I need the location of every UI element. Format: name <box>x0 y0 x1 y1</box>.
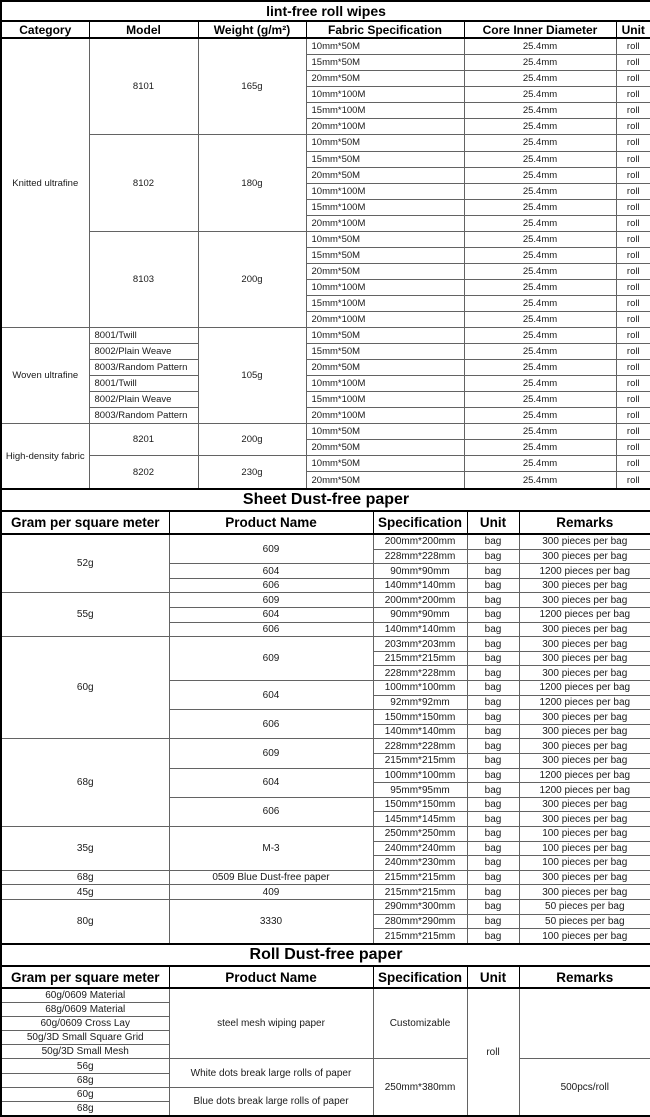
table-row <box>1 424 650 440</box>
table-cell: bag <box>467 681 519 696</box>
table-cell: 215mm*215mm <box>373 870 467 885</box>
table-cell: 15mm*100M <box>306 103 464 119</box>
table-cell: 50 pieces per bag <box>519 899 650 914</box>
table-cell: 8003/Random Pattern <box>89 360 198 376</box>
table-row <box>1 988 650 1003</box>
table-cell: roll <box>616 103 650 119</box>
table-cell: bag <box>467 783 519 798</box>
table-cell: roll <box>616 135 650 151</box>
table-row <box>1 408 650 424</box>
table-cell: roll <box>616 167 650 183</box>
table-cell: 10mm*100M <box>306 183 464 199</box>
table-cell: roll <box>616 263 650 279</box>
table-cell: White dots break large rolls of paper <box>169 1059 373 1087</box>
table-cell: 25.4mm <box>464 231 616 247</box>
table-cell: roll <box>616 392 650 408</box>
table-cell: 15mm*100M <box>306 199 464 215</box>
table-cell: roll <box>616 295 650 311</box>
table-cell: 409 <box>169 885 373 900</box>
table-cell: 300 pieces per bag <box>519 578 650 593</box>
table-cell: 8102 <box>89 135 198 231</box>
table-cell: 215mm*215mm <box>373 885 467 900</box>
table-cell: 20mm*100M <box>306 408 464 424</box>
table-cell: 300 pieces per bag <box>519 739 650 754</box>
table-cell: 25.4mm <box>464 344 616 360</box>
table-cell: 20mm*50M <box>306 263 464 279</box>
table-cell: 300 pieces per bag <box>519 534 650 549</box>
table-cell: 100 pieces per bag <box>519 826 650 841</box>
table-cell: 0509 Blue Dust-free paper <box>169 870 373 885</box>
table-cell: roll <box>616 247 650 263</box>
table-cell: 25.4mm <box>464 408 616 424</box>
table-cell: 500pcs/roll <box>519 1059 650 1116</box>
table-cell: bag <box>467 593 519 608</box>
table-cell: 300 pieces per bag <box>519 754 650 769</box>
table-row <box>1 328 650 344</box>
column-header-row <box>1 21 650 38</box>
column-header: Weight (g/m²) <box>198 21 306 38</box>
table-cell: 60g/0609 Cross Lay <box>1 1017 169 1031</box>
table-cell: 300 pieces per bag <box>519 724 650 739</box>
table-cell: 8101 <box>89 38 198 135</box>
table-cell: 55g <box>1 593 169 637</box>
table-cell: 100mm*100mm <box>373 681 467 696</box>
table-cell: 68g <box>1 870 169 885</box>
table-cell: bag <box>467 695 519 710</box>
table-row <box>1 135 650 151</box>
table-row <box>1 870 650 885</box>
table-cell: 100 pieces per bag <box>519 929 650 944</box>
table-cell: 20mm*100M <box>306 311 464 327</box>
table-cell: 25.4mm <box>464 71 616 87</box>
table-cell: 60g <box>1 1087 169 1101</box>
table-cell: roll <box>616 231 650 247</box>
table-cell: 300 pieces per bag <box>519 885 650 900</box>
table-cell: 25.4mm <box>464 424 616 440</box>
table-cell: bag <box>467 578 519 593</box>
table-cell: 8103 <box>89 231 198 327</box>
table-cell: 25.4mm <box>464 376 616 392</box>
table-row <box>1 637 650 652</box>
table-cell: Knitted ultrafine <box>1 38 89 328</box>
table-cell: bag <box>467 651 519 666</box>
column-header: Gram per square meter <box>1 966 169 988</box>
table-cell: bag <box>467 710 519 725</box>
table-cell: 609 <box>169 739 373 768</box>
table-cell: Blue dots break large rolls of paper <box>169 1087 373 1116</box>
table-cell: bag <box>467 885 519 900</box>
table-cell: 300 pieces per bag <box>519 637 650 652</box>
table-row <box>1 231 650 247</box>
table-cell: roll <box>616 38 650 55</box>
table-cell: 150mm*150mm <box>373 710 467 725</box>
table-cell: 25.4mm <box>464 87 616 103</box>
table-cell: 60g <box>1 637 169 739</box>
table-cell: 604 <box>169 564 373 579</box>
table-cell: 25.4mm <box>464 215 616 231</box>
column-header: Product Name <box>169 966 373 988</box>
table-cell: 95mm*95mm <box>373 783 467 798</box>
column-header-row <box>1 511 650 534</box>
table-cell: 165g <box>198 38 306 135</box>
table-cell: 200mm*200mm <box>373 593 467 608</box>
table-cell: bag <box>467 724 519 739</box>
table-cell: 300 pieces per bag <box>519 549 650 564</box>
table-cell: bag <box>467 564 519 579</box>
table-cell: bag <box>467 914 519 929</box>
table-cell: 180g <box>198 135 306 231</box>
column-header: Unit <box>467 511 519 534</box>
table-cell: roll <box>616 215 650 231</box>
table-cell: bag <box>467 870 519 885</box>
table-cell: 35g <box>1 826 169 870</box>
table-cell: 300 pieces per bag <box>519 797 650 812</box>
table-cell: 68g/0609 Material <box>1 1003 169 1017</box>
column-header: Category <box>1 21 89 38</box>
column-header: Gram per square meter <box>1 511 169 534</box>
table-cell: 10mm*50M <box>306 135 464 151</box>
table-cell: 68g <box>1 1101 169 1116</box>
table-row <box>1 38 650 55</box>
table-cell: 10mm*50M <box>306 424 464 440</box>
table-cell: 90mm*90mm <box>373 564 467 579</box>
table-cell: 15mm*50M <box>306 151 464 167</box>
table-cell: 604 <box>169 608 373 623</box>
table-cell: 8201 <box>89 424 198 456</box>
section-title: Sheet Dust-free paper <box>1 489 650 511</box>
column-header: Unit <box>467 966 519 988</box>
table-cell: 8002/Plain Weave <box>89 344 198 360</box>
table-cell: roll <box>616 279 650 295</box>
table-cell: 68g <box>1 1073 169 1087</box>
table-cell: 25.4mm <box>464 311 616 327</box>
table-cell: 604 <box>169 681 373 710</box>
table-cell: 10mm*100M <box>306 87 464 103</box>
table-cell: 8001/Twill <box>89 328 198 344</box>
section-title-row <box>1 489 650 511</box>
table-cell: 606 <box>169 797 373 826</box>
table-cell: 250mm*380mm <box>373 1059 467 1116</box>
table-cell: roll <box>616 424 650 440</box>
table-cell: 290mm*300mm <box>373 899 467 914</box>
table-cell: 60g/0609 Material <box>1 988 169 1003</box>
table-cell: 10mm*50M <box>306 456 464 472</box>
table-cell: 3330 <box>169 899 373 944</box>
table-row <box>1 392 650 408</box>
table-cell: 50g/3D Small Mesh <box>1 1045 169 1059</box>
table-cell: roll <box>616 199 650 215</box>
table-cell: 20mm*50M <box>306 71 464 87</box>
table-cell: 25.4mm <box>464 151 616 167</box>
table-cell: 50 pieces per bag <box>519 914 650 929</box>
table-cell: 25.4mm <box>464 360 616 376</box>
table-cell: 25.4mm <box>464 263 616 279</box>
table-cell: 25.4mm <box>464 183 616 199</box>
table-cell: bag <box>467 622 519 637</box>
table-cell: roll <box>616 456 650 472</box>
table-cell: roll <box>616 87 650 103</box>
table-cell: 300 pieces per bag <box>519 622 650 637</box>
table-cell: 25.4mm <box>464 472 616 489</box>
table-sheet-dust-free-paper <box>0 488 650 945</box>
section-title: lint-free roll wipes <box>1 1 650 21</box>
table-row <box>1 885 650 900</box>
table-cell: roll <box>616 440 650 456</box>
table-cell: 1200 pieces per bag <box>519 608 650 623</box>
column-header: Fabric Specification <box>306 21 464 38</box>
table-cell: 25.4mm <box>464 440 616 456</box>
table-row <box>1 534 650 549</box>
table-cell: 140mm*140mm <box>373 578 467 593</box>
table-cell: 606 <box>169 710 373 739</box>
table-cell: bag <box>467 812 519 827</box>
table-cell: 10mm*50M <box>306 38 464 55</box>
table-cell: bag <box>467 666 519 681</box>
table-cell: Customizable <box>373 988 467 1059</box>
column-header: Product Name <box>169 511 373 534</box>
table-cell: 609 <box>169 637 373 681</box>
table-cell: bag <box>467 637 519 652</box>
column-header: Core Inner Diameter <box>464 21 616 38</box>
table-cell: roll <box>616 151 650 167</box>
column-header: Unit <box>616 21 650 38</box>
table-cell: 1200 pieces per bag <box>519 783 650 798</box>
table-cell: roll <box>616 119 650 135</box>
table-cell: 80g <box>1 899 169 944</box>
table-cell: 105g <box>198 328 306 424</box>
table-cell: 25.4mm <box>464 199 616 215</box>
table-cell: 8001/Twill <box>89 376 198 392</box>
table-cell: 20mm*100M <box>306 119 464 135</box>
table-cell: roll <box>616 55 650 71</box>
table-row <box>1 344 650 360</box>
table-cell: 56g <box>1 1059 169 1073</box>
table-cell: 45g <box>1 885 169 900</box>
table-cell: 203mm*203mm <box>373 637 467 652</box>
table-cell: 228mm*228mm <box>373 549 467 564</box>
table-cell: 609 <box>169 534 373 564</box>
table-cell: 10mm*50M <box>306 231 464 247</box>
table-cell: 606 <box>169 622 373 637</box>
table-cell: 10mm*50M <box>306 328 464 344</box>
table-cell: bag <box>467 549 519 564</box>
table-cell: 52g <box>1 534 169 593</box>
table-cell: 25.4mm <box>464 247 616 263</box>
table-cell: 300 pieces per bag <box>519 593 650 608</box>
table-cell: 228mm*228mm <box>373 739 467 754</box>
table-cell: 300 pieces per bag <box>519 812 650 827</box>
table-cell: bag <box>467 797 519 812</box>
table-cell: 25.4mm <box>464 279 616 295</box>
table-roll-dust-free-paper <box>0 943 650 1117</box>
table-cell: steel mesh wiping paper <box>169 988 373 1059</box>
table-cell: 215mm*215mm <box>373 754 467 769</box>
table-cell: 150mm*150mm <box>373 797 467 812</box>
table-cell: 1200 pieces per bag <box>519 695 650 710</box>
table-cell: roll <box>616 360 650 376</box>
table-cell: 606 <box>169 578 373 593</box>
table-cell: Woven ultrafine <box>1 328 89 424</box>
table-cell: 609 <box>169 593 373 608</box>
table-cell: 20mm*50M <box>306 440 464 456</box>
table-cell: 25.4mm <box>464 135 616 151</box>
table-cell: 1200 pieces per bag <box>519 564 650 579</box>
table-cell: 15mm*100M <box>306 295 464 311</box>
table-cell: 200mm*200mm <box>373 534 467 549</box>
table-row <box>1 593 650 608</box>
table-cell: 25.4mm <box>464 119 616 135</box>
table-cell: 20mm*50M <box>306 360 464 376</box>
section-title-row <box>1 944 650 966</box>
column-header: Specification <box>373 966 467 988</box>
table-cell: 300 pieces per bag <box>519 651 650 666</box>
table-cell: 200g <box>198 231 306 327</box>
table-cell: 25.4mm <box>464 456 616 472</box>
table-cell: 15mm*100M <box>306 392 464 408</box>
table-cell: bag <box>467 768 519 783</box>
table-cell: 25.4mm <box>464 38 616 55</box>
table-cell: 10mm*100M <box>306 279 464 295</box>
table-cell: 25.4mm <box>464 55 616 71</box>
column-header: Model <box>89 21 198 38</box>
table-cell: 215mm*215mm <box>373 651 467 666</box>
table-cell: 140mm*140mm <box>373 724 467 739</box>
table-cell: 100mm*100mm <box>373 768 467 783</box>
table-cell: roll <box>616 328 650 344</box>
table-cell: bag <box>467 826 519 841</box>
table-cell: 20mm*100M <box>306 215 464 231</box>
table-cell: 25.4mm <box>464 295 616 311</box>
table-cell: High-density fabric <box>1 424 89 489</box>
table-row <box>1 1059 650 1073</box>
table-cell: roll <box>616 344 650 360</box>
table-cell: 8002/Plain Weave <box>89 392 198 408</box>
table-cell: 25.4mm <box>464 328 616 344</box>
table-cell: bag <box>467 534 519 549</box>
table-cell: 145mm*145mm <box>373 812 467 827</box>
table-cell: 8003/Random Pattern <box>89 408 198 424</box>
table-cell: 280mm*290mm <box>373 914 467 929</box>
table-cell: 8202 <box>89 456 198 489</box>
table-cell: roll <box>616 71 650 87</box>
table-cell: 15mm*50M <box>306 344 464 360</box>
table-cell: 215mm*215mm <box>373 929 467 944</box>
table-cell: roll <box>467 988 519 1116</box>
table-cell: 20mm*50M <box>306 167 464 183</box>
table-cell: 240mm*240mm <box>373 841 467 856</box>
table-cell: 15mm*50M <box>306 247 464 263</box>
table-row <box>1 826 650 841</box>
table-cell: 250mm*250mm <box>373 826 467 841</box>
table-cell: M-3 <box>169 826 373 870</box>
table-cell: 228mm*228mm <box>373 666 467 681</box>
table-cell: 10mm*100M <box>306 376 464 392</box>
table-cell: roll <box>616 408 650 424</box>
table-row <box>1 456 650 472</box>
section-title: Roll Dust-free paper <box>1 944 650 966</box>
table-lint-free-roll-wipes <box>0 0 650 490</box>
column-header-row <box>1 966 650 988</box>
table-cell: 25.4mm <box>464 167 616 183</box>
table-row <box>1 376 650 392</box>
table-cell: 300 pieces per bag <box>519 666 650 681</box>
table-cell: roll <box>616 376 650 392</box>
table-cell: roll <box>616 183 650 199</box>
table-cell: 90mm*90mm <box>373 608 467 623</box>
table-cell: 68g <box>1 739 169 827</box>
section-title-row <box>1 1 650 21</box>
table-cell: 15mm*50M <box>306 55 464 71</box>
table-cell: 1200 pieces per bag <box>519 681 650 696</box>
table-cell: 200g <box>198 424 306 456</box>
column-header: Remarks <box>519 511 650 534</box>
column-header: Remarks <box>519 966 650 988</box>
table-cell: 300 pieces per bag <box>519 870 650 885</box>
table-cell: 140mm*140mm <box>373 622 467 637</box>
table-cell: bag <box>467 899 519 914</box>
table-cell: bag <box>467 739 519 754</box>
table-row <box>1 899 650 914</box>
table-cell: 20mm*50M <box>306 472 464 489</box>
table-cell: 230g <box>198 456 306 489</box>
table-cell <box>519 988 650 1059</box>
table-row <box>1 360 650 376</box>
table-cell: 25.4mm <box>464 392 616 408</box>
table-cell: 100 pieces per bag <box>519 856 650 871</box>
table-cell: roll <box>616 311 650 327</box>
table-cell: bag <box>467 841 519 856</box>
table-cell: 604 <box>169 768 373 797</box>
table-cell: 300 pieces per bag <box>519 710 650 725</box>
table-cell: 92mm*92mm <box>373 695 467 710</box>
table-cell: bag <box>467 856 519 871</box>
table-cell: 50g/3D Small Square Grid <box>1 1031 169 1045</box>
column-header: Specification <box>373 511 467 534</box>
table-cell: 240mm*230mm <box>373 856 467 871</box>
table-row <box>1 739 650 754</box>
table-cell: bag <box>467 608 519 623</box>
table-cell: 1200 pieces per bag <box>519 768 650 783</box>
table-cell: bag <box>467 929 519 944</box>
table-cell: roll <box>616 472 650 489</box>
table-cell: 25.4mm <box>464 103 616 119</box>
table-cell: bag <box>467 754 519 769</box>
table-cell: 100 pieces per bag <box>519 841 650 856</box>
